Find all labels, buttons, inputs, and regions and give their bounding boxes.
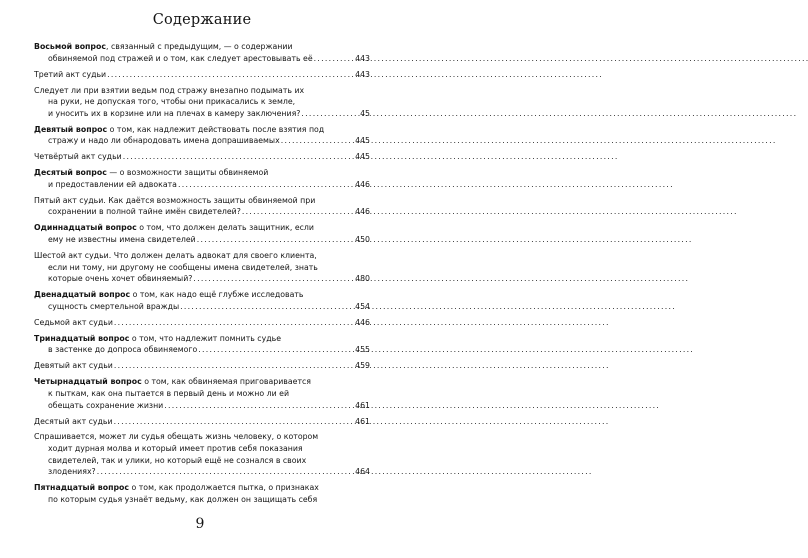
toc-entry [34,41,370,64]
page-title: Содержание [152,12,252,28]
toc-question-heading: Восьмой вопрос [34,42,106,51]
dot-leader [180,301,353,313]
toc-entry-text [34,431,318,443]
dot-leader [114,360,353,372]
toc-entry-line [34,250,370,262]
toc-entry-text [48,108,300,120]
toc-entry-line-text: о том, что надлежит помнить судье [129,333,281,343]
toc-page-number: 461 [355,416,370,426]
toc-entry-line [34,376,370,388]
toc-entry-line [34,344,370,356]
toc-page-number: 446 [355,207,370,217]
toc-entry-text [48,53,313,65]
toc-entry-text [48,388,289,400]
toc-entry-line-text: , связанный с предыдущим, — о содержании [106,42,293,51]
toc-question-heading: Десятый вопрос [34,168,107,178]
dot-leader [123,151,353,163]
toc-entry-line [34,482,370,494]
toc-entry [34,317,370,329]
toc-entry-line-text: о том, как обвиняемая приговаривается [141,377,311,387]
toc-page-number: 45 [360,108,370,118]
toc-entry-line-text: по которым судья узнаёт ведьму, как должен он защищать себя [48,494,318,504]
toc-entry-line-text: Следует ли при взятии ведьм под стражу внезапно подымать их [34,85,305,95]
toc-entry-line [34,301,370,313]
toc-entry-text [34,151,122,163]
toc-page-number: 445 [355,152,370,162]
toc-page-number: 464 [355,467,370,477]
toc-entry [34,124,370,147]
toc-entry-line-text: Девятый акт судьи [34,361,113,371]
toc-entry-line [34,317,370,329]
toc-page-number: 461 [355,400,370,410]
toc-entry-text [34,317,113,329]
toc-entry-line-text: к пыткам, как она пытается в первый день и можно ли ей [48,388,290,398]
toc-entry-line-text: о том, как надо ещё глубже исследовать [130,290,304,300]
toc-entry-line [34,41,370,53]
toc-entry-line [34,53,370,65]
toc-entry-line [34,151,370,163]
toc-entry-line [34,262,370,274]
toc-entry [34,222,370,245]
toc-entry-line-text: Шестой акт судьи. Что должен делать адвокат для своего клиента, [34,251,317,261]
dot-leader [198,344,353,356]
toc-entry-line [34,135,370,147]
toc-entry-text [34,360,113,372]
toc-entry-text [34,41,293,53]
toc-entry-line [34,234,370,246]
toc-entry-line [34,85,370,97]
toc-entry [34,195,370,218]
toc-page-number: 446 [355,179,370,189]
toc-entry-line [34,360,370,372]
toc-entry-line-text: злодениях? [48,467,96,477]
toc-page-number: 454 [355,301,370,311]
toc-entry-text [48,455,306,467]
toc-entry-line-text: свидетелей, так и улики, но который ещё не сознался в своих [48,455,307,465]
toc-entry-line [34,273,370,285]
toc-entry [34,167,370,190]
toc-entry-line-text: о том, что должен делать защитник, если [136,223,314,233]
dot-leader [193,273,353,285]
toc-entry-text [34,289,304,301]
toc-entry-line-text: о том, как продолжается пытка, о признаках [129,483,319,493]
toc-entry-line-text: сущность смертельной вражды [48,301,180,311]
toc-entry-line-text: если ни тому, ни другому не сообщены имена свидетелей, знать [48,262,318,272]
toc-entry-line [34,466,370,478]
toc-entry [34,360,370,372]
dot-leader [197,234,353,246]
toc-entry-line [34,289,370,301]
toc-entry [34,431,370,477]
toc-question-heading: Двенадцатый вопрос [34,290,131,300]
dot-leader [107,69,353,81]
dot-leader [164,400,353,412]
toc-page-number: 459 [355,361,370,371]
book-page [0,0,400,558]
toc-entry-text [34,416,113,428]
dot-leader [301,108,358,120]
toc-entry-line [34,69,370,81]
toc-entry-text [48,96,295,108]
toc-entry-text [34,333,281,345]
toc-entry-line [34,494,370,506]
toc-question-heading: Четырнадцатый вопрос [34,377,142,387]
toc-entry-line [34,431,370,443]
table-of-contents [34,41,370,505]
toc-entry-text [48,344,197,356]
toc-entry-line [34,443,370,455]
toc-entry [34,376,370,411]
toc-question-heading: Тринадцатый вопрос [34,333,130,343]
toc-entry-text [48,206,241,218]
toc-page-number: 443 [355,53,370,63]
toc-entry-text [34,376,311,388]
toc-entry-line [34,206,370,218]
toc-entry-line-text: в застенке до допроса обвиняемого [48,345,198,355]
toc-entry-line [34,416,370,428]
toc-entry-text [34,222,314,234]
toc-page-number: 450 [355,235,370,245]
toc-entry-line-text: Седьмой акт судьи [34,317,113,327]
toc-entry-line-text: на руки, не допуская того, чтобы они прикасались к земле, [48,97,296,107]
toc-entry-line-text: обещать сохранение жизни [48,400,164,410]
dot-leader [242,206,353,218]
toc-entry-line [34,222,370,234]
dot-leader [314,53,353,65]
toc-page-number: 446 [355,317,370,327]
toc-entry-line [34,96,370,108]
toc-page-number: 480 [355,274,370,284]
dot-leader [97,466,353,478]
toc-entry-line-text: Пятый акт судьи. Как даётся возможность защиты обвиняемой при [34,195,316,205]
toc-entry-text [34,195,315,207]
toc-entry-line [34,124,370,136]
toc-entry-line-text: о том, как надлежит действовать после взятия под [107,124,325,134]
toc-entry-text [34,85,304,97]
toc-entry-line-text: которые очень хочет обвиняемый? [48,274,193,284]
toc-question-heading: Пятнадцатый вопрос [34,483,130,493]
toc-entry-line-text: — о возможности защиты обвиняемой [106,168,269,178]
toc-entry-text [34,69,106,81]
toc-entry-text [48,273,192,285]
toc-entry-line-text: Третий акт судьи [34,69,107,79]
toc-entry-text [48,494,317,506]
toc-entry [34,289,370,312]
toc-entry-text [48,466,96,478]
toc-entry-line [34,333,370,345]
toc-entry-line [34,167,370,179]
toc-entry-line-text: ему не известны имена свидетелей [48,235,196,245]
toc-entry [34,151,370,163]
dot-leader [178,179,353,191]
toc-entry-line [34,388,370,400]
toc-entry-text [48,301,179,313]
toc-entry [34,250,370,285]
dot-leader [114,416,354,428]
toc-question-heading: Девятый вопрос [34,124,108,134]
toc-entry [34,85,370,120]
toc-entry-line [34,179,370,191]
toc-entry-line-text: сохранении в полной тайне имён свидетелей? [48,207,241,217]
toc-page-number: 455 [355,345,370,355]
toc-entry-line-text: стражу и надо ли обнародовать имена допрашиваемых [48,136,280,146]
toc-entry-text [48,400,163,412]
toc-entry-line-text: Спрашивается, может ли судья обещать жизнь человеку, о котором [34,432,319,442]
toc-entry-line-text: Четвёртый акт судьи [34,152,122,162]
toc-entry [34,333,370,356]
toc-entry-line [34,195,370,207]
toc-entry-line [34,108,370,120]
toc-entry-line-text: Десятый акт судьи [34,416,113,426]
dot-leader [114,317,353,329]
toc-page-number: 443 [355,69,370,79]
toc-entry-text [48,262,318,274]
toc-entry-text [34,250,317,262]
toc-entry-text [48,443,303,455]
toc-entry [34,69,370,81]
toc-entry-line-text: обвиняемой под стражей и о том, как следует арестовывать её [48,53,313,63]
toc-entry-line-text: и предоставлении ей адвоката [48,179,177,189]
page-number: 9 [195,516,205,532]
toc-entry-text [34,124,324,136]
toc-entry-line-text: и уносить их в корзине или на плечах в камеру заключения? [48,108,301,118]
toc-entry-line-text: ходит дурная молва и который имеет против себя показания [48,444,303,454]
toc-entry [34,482,370,505]
dot-leader [281,135,353,147]
toc-entry [34,416,370,428]
toc-entry-text [48,234,196,246]
toc-question-heading: Одиннадцатый вопрос [34,223,137,233]
toc-entry-text [34,167,268,179]
toc-entry-line [34,400,370,412]
toc-page-number: 445 [355,136,370,146]
toc-entry-text [34,482,319,494]
toc-entry-line [34,455,370,467]
toc-entry-text [48,179,177,191]
toc-entry-text [48,135,280,147]
